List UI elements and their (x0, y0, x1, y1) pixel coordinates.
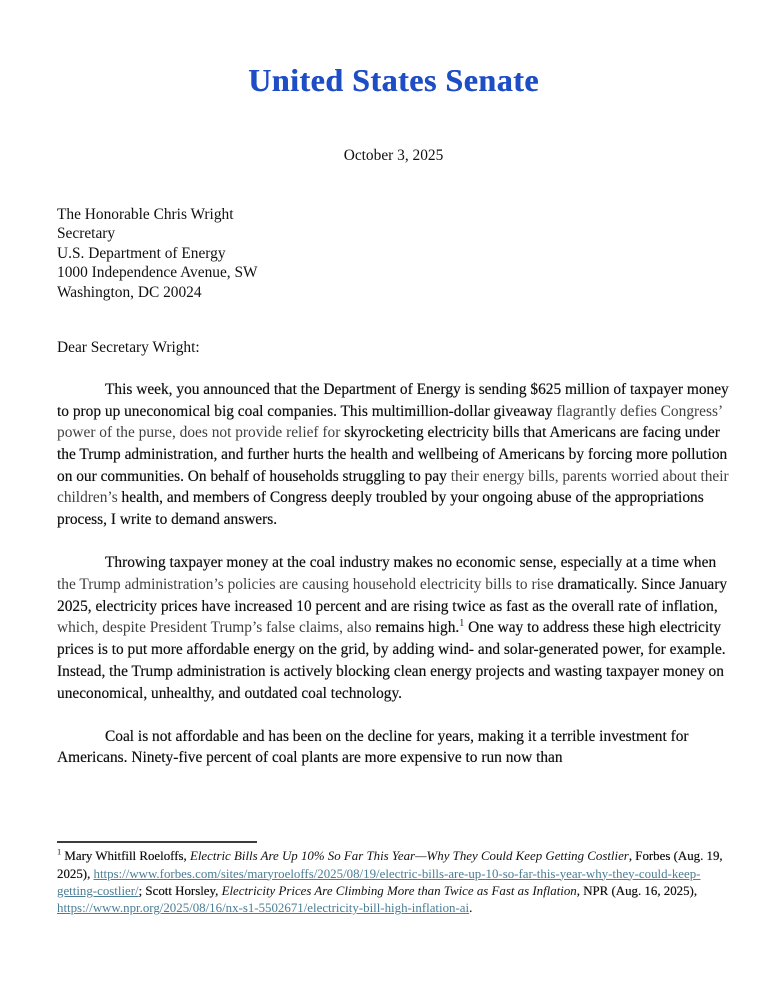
body-text-run: remains high. (375, 619, 460, 637)
salutation: Dear Secretary Wright: (57, 339, 200, 357)
body-text-run: skyrocketing electricity bills that Americans are facing under the Trump administration, and further hurts the health and wellbeing of Americans by forcing more pollution on our communities. On behalf of households struggling to pay (57, 424, 728, 485)
footnote-footnote-marker: 1 (57, 847, 62, 857)
body-footnote-marker: 1 (459, 618, 465, 630)
senate-letterhead-title: United States Senate (248, 62, 539, 98)
footnote-link[interactable]: https://www.npr.org/2025/08/16/nx-s1-5502671/electricity-bill-high-inflation-ai (57, 901, 470, 916)
body-paragraph-1 (57, 379, 730, 531)
body-text-run: health, and members of Congress deeply troubled by your ongoing abuse of the appropriations process, I write to demand answers. (57, 489, 704, 529)
recipient-agency: U.S. Department of Energy (57, 244, 226, 262)
body-text-run: This week, you announced that the Department of Energy is sending $625 million of taxpayer money to prop up uneconomical big coal companies. This multimillion-dollar giveaway (57, 380, 729, 420)
footnote-text-run: ; Scott Horsley, (138, 884, 222, 898)
body-paragraph-2 (57, 552, 730, 704)
footnote-separator (57, 841, 257, 843)
footnote-text-run: Mary Whitfill Roeloffs, (61, 849, 190, 864)
body-text-run: flagrantly defies Congress’ power of the purse, does not provide relief for (57, 402, 722, 442)
body-paragraph-3 (57, 726, 730, 769)
body-text-run: Throwing taxpayer money at the coal industry makes no economic sense, especially at a time when (105, 554, 717, 572)
recipient-address-block (57, 205, 730, 302)
footnote-text-run: , NPR (Aug. 16, 2025), (576, 884, 698, 898)
body-text-run: their energy bills, parents worried about their children’s (57, 467, 729, 507)
recipient-name: The Honorable Chris Wright (57, 206, 234, 223)
letter-date: October 3, 2025 (343, 147, 444, 164)
body-text-run: dramatically. Since January 2025, electricity prices have increased 10 percent and are rising twice as fast as the overall rate of inflation, (57, 576, 728, 615)
letter-body (57, 379, 730, 769)
footnote-text-run: Electricity Prices Are Climbing More than Twice as Fast as Inflation (221, 884, 577, 898)
body-text-run: One way to address these high electricity prices is to put more affordable energy on the grid, by adding wind- and solar-generated power, for example. Instead, the Trump administration is actively blocking clean energy projects and wasting taxpayer money on uneconomical, unhealthy, and outdated coal technology. (57, 619, 726, 702)
body-text-run: Coal is not affordable and has been on the decline for years, making it a terrible investment for Americans. Ninety-five percent of coal plants are more expensive to run now than (57, 727, 689, 767)
recipient-city: Washington, DC 20024 (57, 283, 202, 301)
footnote-link[interactable]: https://www.forbes.com/sites/maryroeloffs/2025/08/19/electric-bills-are-up-10-so-far-this-year-why-they-could-keep-getting-costlier/ (57, 866, 701, 898)
recipient-title: Secretary (57, 225, 116, 243)
footnote-text-run: . (469, 901, 473, 916)
body-text-run: the Trump administration’s policies are causing household electricity bills to rise (57, 576, 558, 594)
recipient-street: 1000 Independence Avenue, SW (57, 264, 258, 282)
body-text-run: which, despite President Trump’s false claims, also (57, 619, 376, 637)
footnote-text-run: Electric Bills Are Up 10% So Far This Year—Why They Could Keep Getting Costlier (189, 849, 629, 864)
footnote-text-run: , Forbes (Aug. 19, 2025), (57, 849, 723, 881)
footnote (57, 848, 730, 918)
